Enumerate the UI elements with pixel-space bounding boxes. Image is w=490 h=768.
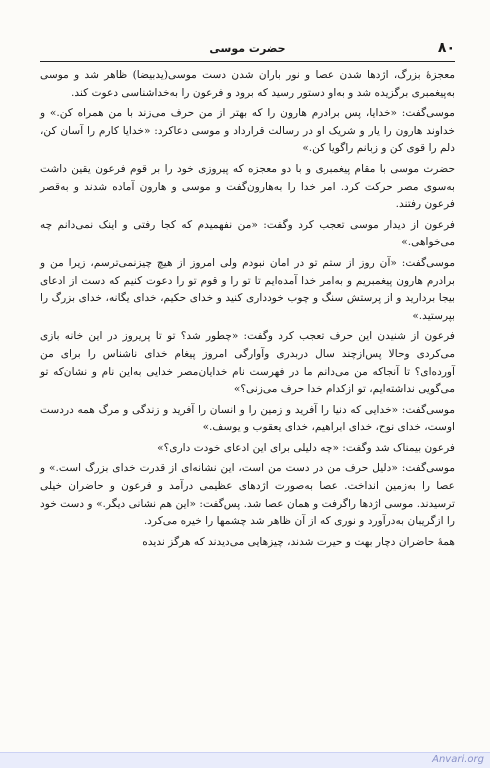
paragraph: موسی‌گفت: «خدایا، پس برادرم هارون را که بهتر از من حرف می‌زند با من همراه کن.» و خداوند هارون را یار و شریک او در رسالت قرارداد و موسی دعاکرد: «خدایا کارم را آسان کن، دلم را قوی کن و زبانم راگویا کن.» xyxy=(40,107,455,155)
watermark-band xyxy=(0,752,490,768)
header-rule xyxy=(40,61,455,62)
running-title: حضرت موسی xyxy=(209,42,286,55)
paragraph: معجزهٔ بزرگ، اژدها شدن عصا و نور باران شدن دست موسی(یدبیضا) ظاهر شد و موسی به‌پیغمبری برگزیده شد و به‌او دستور رسید که برود و فرعون را به‌خداشناسی دعوت کند. xyxy=(40,69,455,99)
paragraph: همهٔ حاضران دچار بهت و حیرت شدند، چیزهایی می‌دیدند که هرگز ندیده xyxy=(142,535,455,548)
paragraph: فرعون از شنیدن این حرف تعجب کرد وگفت: «چطور شد؟ تو تا پریروز در این خانه بازی می‌کردی وحالا پس‌ازچند سال دربدری وآوارگی امروز پیغام خدای ناشناس را برای من آورده‌ای؟ تا آنجاکه من می‌دانم ما در فهرست نام خدایان‌مصر خدایی به‌این نام و نشان‌که تو می‌گویی نداشته‌ایم، تو ازکدام خدا حرف می‌زنی؟» xyxy=(40,330,455,396)
paragraph: موسی‌گفت: «آن روز از ستم تو در امان نبودم ولی امروز از هیچ چیزنمی‌ترسم، زیرا من و برادرم هارون پیغمبریم و به‌امر خدا آمده‌ایم تا تو را و قوم تو را دعوت کنیم که دست از ادعای بیجا بردارید و از پرستش سنگ و چوب خودداری کنید و خدای حکیم، خدای یگانه، خدای بزرگ را بپرستید.» xyxy=(40,256,455,322)
paragraph: فرعون از دیدار موسی تعجب کرد وگفت: «من نفهمیدم که کجا رفتی و اینک نمی‌دانم چه می‌خواهی.» xyxy=(40,218,455,249)
page-header xyxy=(40,40,455,60)
paragraph: موسی‌گفت: «دلیل حرف من در دست من است، این نشانه‌ای از قدرت خدای بزرگ است.» و عصا را به‌زمین انداخت. عصا به‌صورت اژدهای عظیمی درآمد و فرعون و حاضران خیلی ترسیدند. موسی اژدها راگرفت و همان عصا شد. پس‌گفت: «این هم نشانی دیگر.» و دست خود را ازگریبان به‌درآورد و نوری که از آن ظاهر شد چشمها را خیره می‌کرد. xyxy=(40,462,455,528)
paragraph: فرعون بیمناک شد وگفت: «چه دلیلی برای این ادعای خودت داری؟» xyxy=(157,441,455,454)
page-number: ۸۰ xyxy=(437,40,455,56)
paragraph: حضرت موسی با مقام پیغمبری و با دو معجزه که پیروزی خود را بر قوم فرعون یقین داشت به‌سوی مصر حرکت کرد. امر خدا را به‌هارون‌گفت و موسی و هارون آماده شدند و به‌قصر فرعون رفتند. xyxy=(40,162,455,211)
watermark-text: Anvari.org xyxy=(432,754,484,765)
paragraph: موسی‌گفت: «خدایی که دنیا را آفرید و زمین را و انسان را آفرید و زندگی و مرگ همه دردست اوست، خدای نوح، خدای ابراهیم، خدای یعقوب و یوسف.» xyxy=(40,403,455,434)
body-text xyxy=(40,67,455,554)
